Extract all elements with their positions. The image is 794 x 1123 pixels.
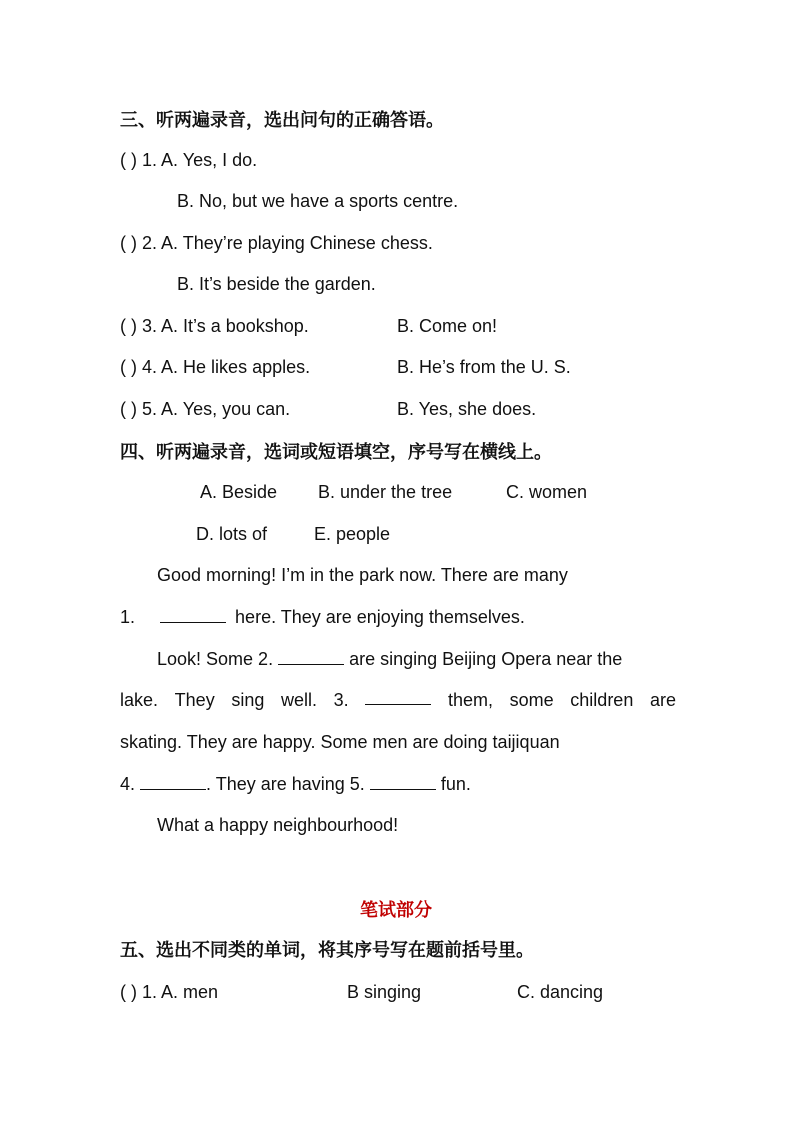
passage-line bbox=[120, 688, 676, 712]
word-option-b: B. under the tree bbox=[318, 482, 453, 502]
answer-blank[interactable] bbox=[365, 688, 431, 705]
passage-line bbox=[120, 605, 525, 629]
passage-text: . They are having 5. bbox=[206, 774, 365, 794]
written-part-title: 笔试部分 bbox=[360, 900, 432, 920]
section4-heading: 四、听两遍录音，选词或短语填空，序号写在横线上。 bbox=[120, 442, 552, 462]
option-b: B singing bbox=[347, 982, 422, 1002]
passage-word: well. bbox=[281, 690, 318, 710]
word-option-c: C. women bbox=[506, 482, 588, 502]
option-a: 1. A. men bbox=[142, 982, 219, 1002]
passage-text: fun. bbox=[440, 774, 471, 794]
option-b: B. Yes, she does. bbox=[397, 399, 537, 419]
passage-line: Good morning! I’m in the park now. There are many bbox=[157, 565, 568, 585]
passage-line: skating. They are happy. Some men are doing taijiquan bbox=[120, 732, 560, 752]
question-row bbox=[120, 980, 218, 1004]
passage-word: are bbox=[649, 690, 676, 710]
answer-blank[interactable] bbox=[140, 773, 206, 790]
option-b: B. Come on! bbox=[397, 316, 498, 336]
passage-text: Look! Some 2. bbox=[157, 649, 274, 669]
blank-number: 4. bbox=[120, 774, 136, 794]
option-a: 1. A. Yes, I do. bbox=[142, 150, 258, 170]
answer-parentheses: ( ) bbox=[120, 982, 137, 1002]
option-a: 4. A. He likes apples. bbox=[142, 357, 311, 377]
answer-blank[interactable] bbox=[160, 606, 226, 623]
passage-word: children bbox=[570, 690, 634, 710]
passage-word: They bbox=[174, 690, 215, 710]
blank-number: 1. bbox=[120, 607, 136, 627]
word-option-e: E. people bbox=[314, 524, 391, 544]
question-row bbox=[120, 148, 257, 172]
question-row bbox=[120, 355, 310, 379]
passage-word: sing bbox=[231, 690, 265, 710]
passage-line bbox=[157, 647, 622, 671]
passage-line: What a happy neighbourhood! bbox=[157, 815, 399, 835]
passage-text: are singing Beijing Opera near the bbox=[349, 649, 623, 669]
passage-line bbox=[120, 772, 471, 796]
answer-parentheses: ( ) bbox=[120, 150, 137, 170]
answer-parentheses: ( ) bbox=[120, 399, 137, 419]
option-c: C. dancing bbox=[517, 982, 604, 1002]
answer-parentheses: ( ) bbox=[120, 357, 137, 377]
question-row bbox=[120, 231, 433, 255]
answer-parentheses: ( ) bbox=[120, 316, 137, 336]
passage-word: them, bbox=[447, 690, 493, 710]
word-option-d: D. lots of bbox=[196, 524, 268, 544]
blank-number: 3. bbox=[333, 690, 349, 710]
question-row bbox=[120, 314, 309, 338]
passage-word: some bbox=[509, 690, 554, 710]
option-b: B. No, but we have a sports centre. bbox=[177, 191, 459, 211]
option-a: 3. A. It’s a bookshop. bbox=[142, 316, 309, 336]
option-a: 5. A. Yes, you can. bbox=[142, 399, 291, 419]
option-b: B. He’s from the U. S. bbox=[397, 357, 571, 377]
answer-parentheses: ( ) bbox=[120, 233, 137, 253]
passage-word: lake. bbox=[120, 690, 159, 710]
question-row bbox=[120, 397, 290, 421]
section5-heading: 五、选出不同类的单词，将其序号写在题前括号里。 bbox=[120, 940, 534, 960]
passage-text: here. They are enjoying themselves. bbox=[235, 607, 525, 627]
answer-blank[interactable] bbox=[278, 648, 344, 665]
word-option-a: A. Beside bbox=[200, 482, 278, 502]
option-a: 2. A. They’re playing Chinese chess. bbox=[142, 233, 433, 253]
answer-blank[interactable] bbox=[370, 773, 436, 790]
section3-heading: 三、听两遍录音，选出问句的正确答语。 bbox=[120, 110, 444, 130]
option-b: B. It’s beside the garden. bbox=[177, 274, 376, 294]
